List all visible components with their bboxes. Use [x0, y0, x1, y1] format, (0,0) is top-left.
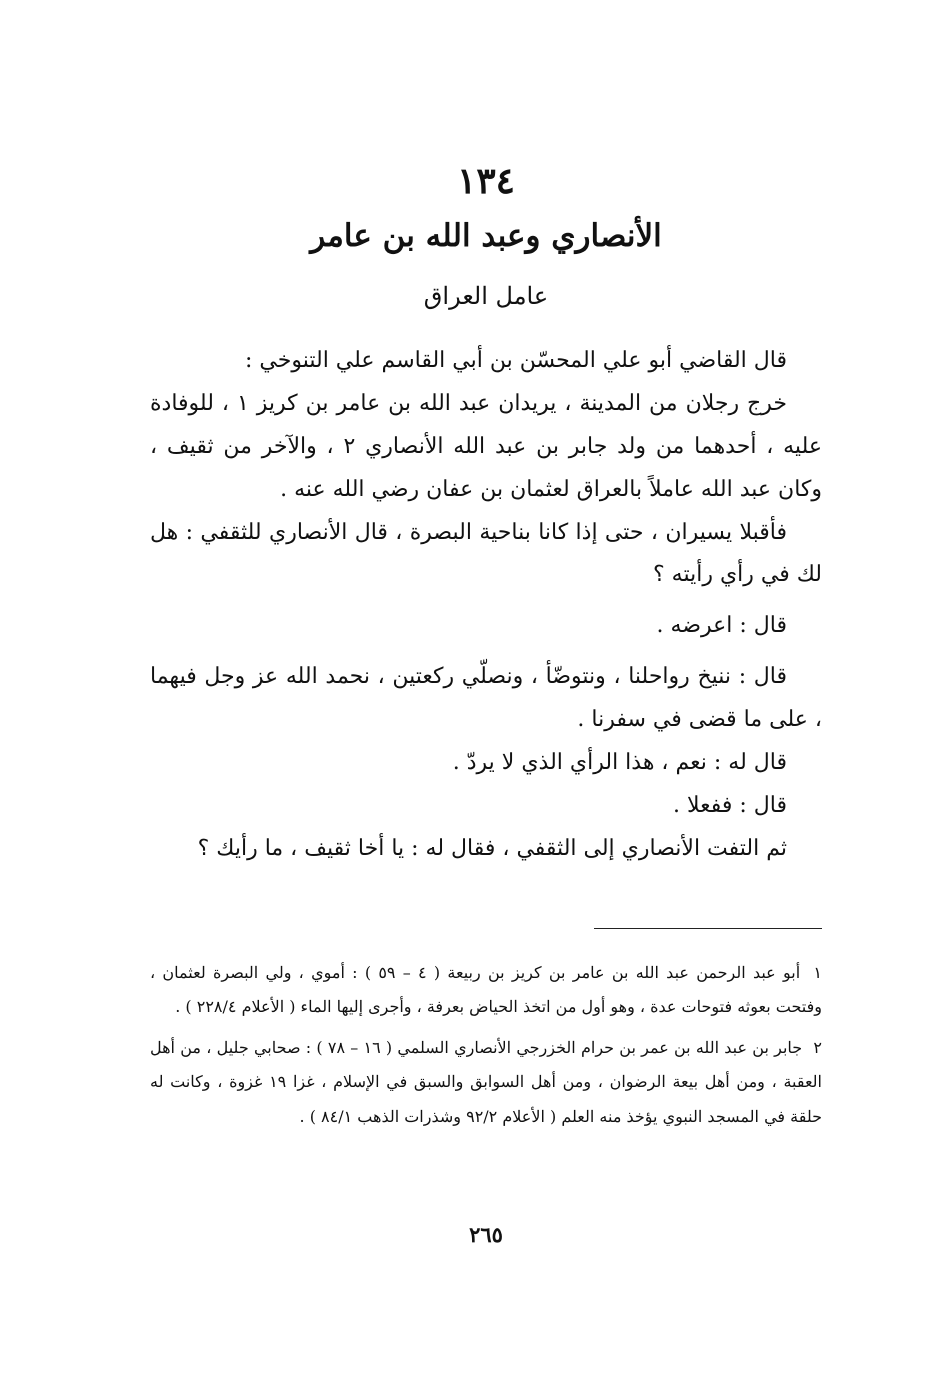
story-number: ١٣٤	[456, 160, 515, 202]
paragraph-done: قال : ففعلا .	[673, 792, 787, 818]
footnote-text: جابر بن عبد الله بن عمر بن حرام الخزرجي الأنصاري السلمي ( ١٦ – ٧٨ ) : صحابي جليل ، من أهل العقبة ، ومن أهل بيعة الرضوان ، ومن أهل السوابق والسبق في الإسلام ، غزا ١٩ غزوة ، وكانت له حلقة في المسجد النبوي يؤخذ منه العلم ( الأعلام ٩٢/٢ وشذرات الذهب ٨٤/١ ) .	[150, 1037, 822, 1126]
paragraph-plan: قال : ننيخ رواحلنا ، ونتوضّأ ، ونصلّي ركعتين ، نحمد الله عز وجل فيهما ، على ما قضى في سفرنا .	[150, 664, 822, 733]
paragraph-narrator: قال القاضي أبو علي المحسّن بن أبي القاسم علي التنوخي :	[245, 348, 787, 373]
paragraph-proposal: فأقبلا يسيران ، حتى إذا كانا بناحية البصرة ، قال الأنصاري للثقفي : هل لك في رأي رأيته ؟	[150, 519, 822, 588]
footnote-1	[150, 956, 822, 1025]
paragraph-reply-1: قال : اعرضه .	[656, 613, 787, 639]
footnote-divider	[594, 928, 822, 929]
story-title: الأنصاري وعبد الله بن عامر	[310, 218, 662, 254]
paragraph-reply-2: قال له : نعم ، هذا الرأي الذي لا يردّ .	[452, 750, 787, 776]
story-subtitle: عامل العراق	[423, 282, 549, 310]
footnote-text: أبو عبد الرحمن عبد الله بن عامر بن كريز بن ربيعة ( ٤ – ٥٩ ) : أموي ، ولي البصرة لعثمان ، وفتحت بعوثه فتوحات عدة ، وهو أول من اتخذ الحياض بعرفة ، وأجرى إليها الماء ( الأعلام ٢٢٨/٤ ) .	[150, 963, 822, 1017]
footnote-number: ١	[813, 963, 823, 982]
paragraph-journey: خرج رجلان من المدينة ، يريدان عبد الله بن عامر بن كريز ١ ، للوفادة عليه ، أحدهما من ولد جابر بن عبد الله الأنصاري ٢ ، والآخر من ثقيف ، وكان عبد الله عاملاً بالعراق لعثمان بن عفان رضي الله عنه .	[150, 390, 822, 502]
paragraph-question: ثم التفت الأنصاري إلى الثقفي ، فقال له : يا أخا ثقيف ، ما رأيك ؟	[197, 835, 787, 861]
page-number: ٢٦٥	[469, 1222, 503, 1247]
footnote-number: ٢	[813, 1037, 822, 1057]
footnotes	[150, 956, 822, 1140]
footnote-2	[150, 1031, 822, 1134]
story-body	[150, 340, 822, 871]
